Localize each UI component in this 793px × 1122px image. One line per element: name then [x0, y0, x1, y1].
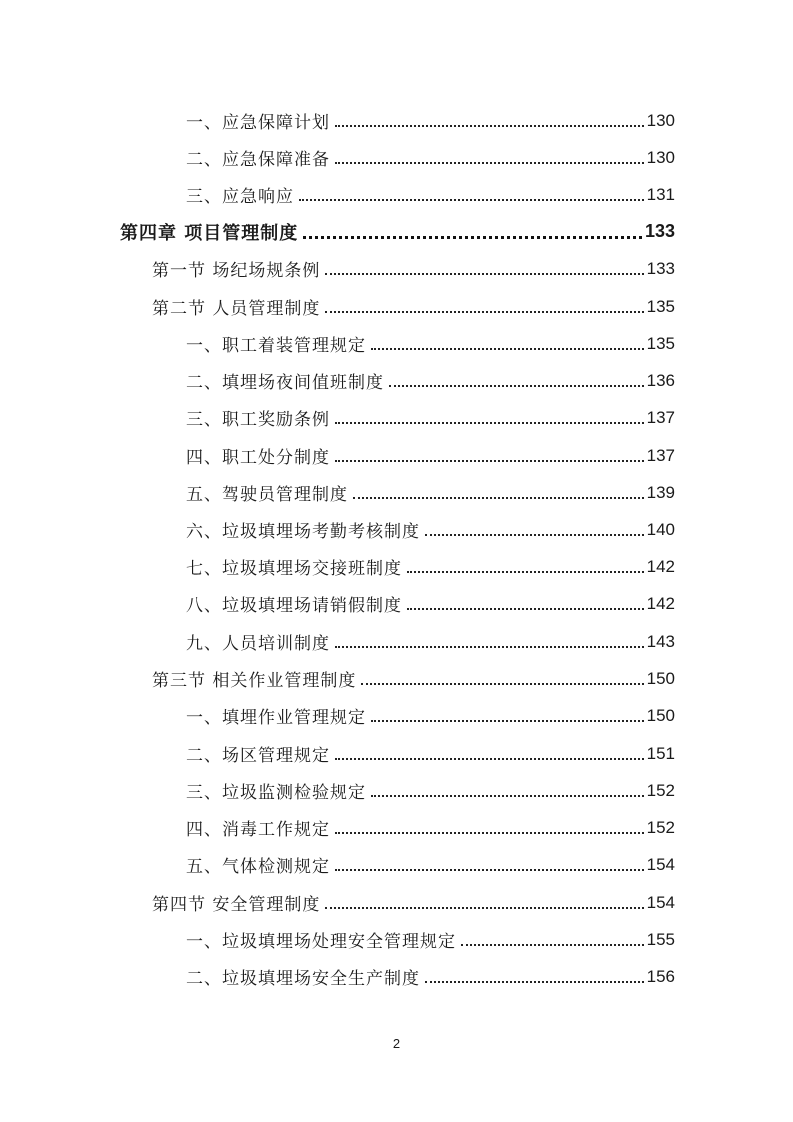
toc-entry-label: 九、人员培训制度	[186, 634, 330, 654]
toc-item-entry[interactable]	[186, 585, 675, 622]
dot-leader	[325, 310, 643, 313]
toc-entry-page-number: 136	[646, 370, 675, 390]
dot-leader	[335, 831, 644, 834]
toc-entry-page-number: 143	[646, 631, 675, 651]
dot-leader	[335, 645, 644, 648]
dot-leader	[425, 533, 644, 536]
dot-leader	[335, 868, 644, 871]
toc-item-entry[interactable]	[186, 474, 675, 511]
toc-entry-page-number: 156	[646, 966, 675, 986]
toc-item-entry[interactable]	[186, 139, 675, 176]
dot-leader	[371, 347, 644, 350]
toc-item-entry[interactable]	[186, 809, 675, 846]
toc-entry-page-number: 131	[646, 184, 675, 204]
toc-entry-label: 八、垃圾填埋场请销假制度	[186, 596, 402, 616]
toc-entry-page-number: 133	[646, 258, 675, 278]
toc-section-entry[interactable]	[152, 884, 675, 921]
toc-entry-label: 四、职工处分制度	[186, 448, 330, 468]
toc-entry-label: 五、气体检测规定	[186, 857, 330, 877]
toc-entry-label: 一、填埋作业管理规定	[186, 708, 366, 728]
toc-section-entry[interactable]	[152, 660, 675, 697]
dot-leader	[371, 794, 644, 797]
dot-leader	[407, 570, 644, 573]
toc-entry-label: 五、驾驶员管理制度	[186, 485, 348, 505]
toc-entry-label: 二、应急保障准备	[186, 150, 330, 170]
toc-entry-page-number: 130	[646, 110, 675, 130]
toc-entry-page-number: 135	[646, 296, 675, 316]
toc-item-entry[interactable]	[186, 921, 675, 958]
toc-item-entry[interactable]	[186, 697, 675, 734]
toc-entry-label: 第四节 安全管理制度	[152, 895, 321, 915]
toc-item-entry[interactable]	[186, 102, 675, 139]
toc-entry-page-number: 150	[646, 705, 675, 725]
toc-entry-label: 三、应急响应	[186, 187, 294, 207]
toc-entry-label: 一、应急保障计划	[186, 113, 330, 133]
toc-entry-page-number: 150	[646, 668, 675, 688]
toc-entry-label: 一、垃圾填埋场处理安全管理规定	[186, 932, 456, 952]
dot-leader	[325, 906, 643, 909]
toc-entry-page-number: 137	[646, 407, 675, 427]
toc-entry-page-number: 154	[646, 854, 675, 874]
toc-item-entry[interactable]	[186, 362, 675, 399]
toc-item-entry[interactable]	[186, 176, 675, 213]
toc-entry-label: 二、填埋场夜间值班制度	[186, 373, 384, 393]
toc-entry-page-number: 151	[646, 743, 675, 763]
toc-item-entry[interactable]	[186, 548, 675, 585]
toc-entry-page-number: 142	[646, 593, 675, 613]
toc-entry-page-number: 155	[646, 929, 675, 949]
toc-entry-page-number: 133	[644, 221, 675, 241]
dot-leader	[335, 459, 644, 462]
toc-section-entry[interactable]	[152, 250, 675, 287]
toc-entry-page-number: 142	[646, 556, 675, 576]
dot-leader	[303, 235, 642, 239]
dot-leader	[407, 607, 644, 610]
dot-leader	[335, 124, 644, 127]
toc-entry-label: 二、场区管理规定	[186, 746, 330, 766]
toc-entry-page-number: 135	[646, 333, 675, 353]
toc-entry-label: 第三节 相关作业管理制度	[152, 671, 357, 691]
toc-entry-label: 三、垃圾监测检验规定	[186, 783, 366, 803]
toc-entry-label: 七、垃圾填埋场交接班制度	[186, 559, 402, 579]
toc-entry-label: 第二节 人员管理制度	[152, 299, 321, 319]
dot-leader	[461, 943, 644, 946]
dot-leader	[361, 682, 643, 685]
dot-leader	[335, 161, 644, 164]
toc-entry-page-number: 152	[646, 817, 675, 837]
toc-chapter-entry[interactable]	[120, 213, 675, 250]
dot-leader	[299, 198, 644, 201]
dot-leader	[325, 272, 643, 275]
toc-entry-page-number: 137	[646, 445, 675, 465]
toc-item-entry[interactable]	[186, 846, 675, 883]
toc-item-entry[interactable]	[186, 958, 675, 995]
toc-entry-label: 二、垃圾填埋场安全生产制度	[186, 969, 420, 989]
toc-item-entry[interactable]	[186, 623, 675, 660]
toc-item-entry[interactable]	[186, 325, 675, 362]
page-number: 2	[392, 1036, 401, 1051]
toc-entry-page-number: 154	[646, 892, 675, 912]
toc-entry-page-number: 139	[646, 482, 675, 502]
toc-section-entry[interactable]	[152, 288, 675, 325]
toc-item-entry[interactable]	[186, 772, 675, 809]
toc-entry-page-number: 130	[646, 147, 675, 167]
toc-item-entry[interactable]	[186, 511, 675, 548]
toc-entry-label: 四、消毒工作规定	[186, 820, 330, 840]
dot-leader	[425, 980, 644, 983]
toc-item-entry[interactable]	[186, 735, 675, 772]
dot-leader	[335, 421, 644, 424]
toc-entry-page-number: 140	[646, 519, 675, 539]
toc-entry-page-number: 152	[646, 780, 675, 800]
toc-item-entry[interactable]	[186, 399, 675, 436]
toc-entry-label: 一、职工着装管理规定	[186, 336, 366, 356]
dot-leader	[335, 757, 644, 760]
toc-entry-label: 第四章 项目管理制度	[120, 222, 299, 244]
dot-leader	[353, 496, 644, 499]
toc-entry-label: 三、职工奖励条例	[186, 410, 330, 430]
dot-leader	[389, 384, 644, 387]
toc-entry-label: 六、垃圾填埋场考勤考核制度	[186, 522, 420, 542]
toc-entry-label: 第一节 场纪场规条例	[152, 261, 321, 281]
toc-item-entry[interactable]	[186, 437, 675, 474]
dot-leader	[371, 719, 644, 722]
